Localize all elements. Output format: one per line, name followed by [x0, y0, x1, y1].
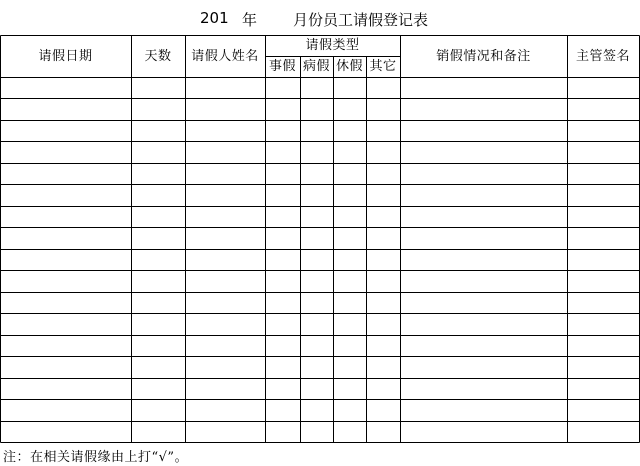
header-other-leave: 其它: [369, 59, 397, 74]
header-leave-type: 请假类型: [305, 38, 360, 53]
header-rest-leave: 休假: [335, 59, 363, 74]
table-row: [0, 421, 640, 442]
table-row: [0, 270, 640, 291]
leave-register-table: [0, 35, 640, 443]
table-row: [0, 356, 640, 377]
header-applicant-name: 请假人姓名: [191, 48, 259, 64]
table-row: [0, 98, 640, 119]
header-days: 天数: [144, 48, 172, 64]
header-return-notes: 销假情况和备注: [436, 48, 531, 64]
header-leave-date: 请假日期: [38, 48, 93, 64]
header-personal-leave: 事假: [268, 59, 296, 74]
table-row: [0, 313, 640, 334]
table-row: [0, 335, 640, 356]
form-title: [0, 0, 640, 36]
table-row: [0, 292, 640, 313]
table-row: [0, 141, 640, 162]
footer-note: 注：在相关请假缘由上打“√”。: [3, 450, 189, 465]
header-sick-leave: 病假: [302, 59, 330, 74]
table-row: [0, 120, 640, 141]
table-row: [0, 77, 640, 98]
table-row: [0, 227, 640, 248]
title-year-prefix: 201: [200, 9, 229, 27]
table-row: [0, 249, 640, 270]
header-supervisor-signature: 主管签名: [575, 48, 630, 64]
table-row: [0, 184, 640, 205]
title-heading: 月份员工请假登记表: [293, 11, 429, 29]
table-row: [0, 399, 640, 420]
table-row: [0, 163, 640, 184]
title-year-unit: 年: [242, 11, 258, 29]
table-row: [0, 378, 640, 399]
table-row: [0, 206, 640, 227]
